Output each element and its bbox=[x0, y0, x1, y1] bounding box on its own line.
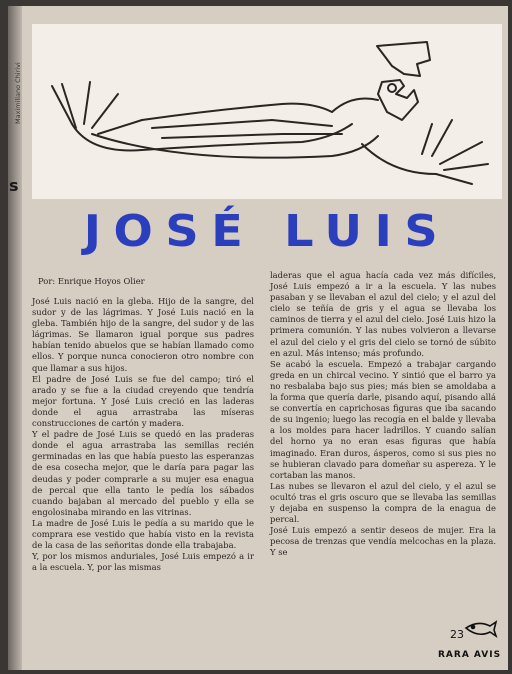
paragraph: El padre de José Luis se fue del campo; tiró el arado y se fue a la ciudad creyendo que tendría mejor fortuna. Y José Luis creció en las laderas donde el agua arrastraba las míseras construcciones de cartón y madera. bbox=[32, 373, 254, 429]
section-tab-mark: s bbox=[9, 176, 19, 195]
right-column bbox=[270, 270, 496, 558]
illustration-credit: Maximiliano Chirivi bbox=[14, 62, 22, 124]
paragraph: Y, por los mismos anduriales, José Luis empezó a ir a la escuela. Y, por las mismas bbox=[32, 551, 254, 573]
left-column bbox=[32, 296, 254, 573]
line-drawing-figure bbox=[32, 24, 502, 199]
illustration bbox=[14, 24, 502, 199]
paragraph: Las nubes se llevaron el azul del cielo, y el azul se ocultó tras el gris oscuro que se llevaba las semillas y dejaba en suspenso la compra de la enagua de percal. bbox=[270, 480, 496, 525]
page-number: 23 bbox=[450, 628, 464, 641]
paragraph: La madre de José Luis le pedía a su marido que le comprara ese vestido que había visto en la revista de la casa de las señoritas donde ella trabajaba. bbox=[32, 517, 254, 551]
paragraph: Se acabó la escuela. Empezó a trabajar cargando greda en un chircal vecino. Y sintió que el barro ya no resbalaba bajo sus pies; más bien se amoldaba a la forma que quería darle, pisando aquí, pisando allá se convertía en caprichosas figuras que iba sacando de su ingenio; luego las recogía en el balde y llevaba a los moldes para hacer ladrillos. Y cuando salían del horno ya no eran esas figuras que había imaginado. Eran duros, ásperos, como si sus pies no se hubieran clavado para domeñar su aspereza. Y le cortaban las manos. bbox=[270, 358, 496, 480]
magazine-name: RARA AVIS bbox=[438, 650, 502, 660]
byline: Por: Enrique Hoyos Olier bbox=[38, 276, 145, 286]
paragraph: José Luis nació en la gleba. Hijo de la sangre, del sudor y de las lágrimas. Y José Luis nació en la gleba. También hijo de la sangre, del sudor y de las lágrimas. Se llamaron igual porque sus padres habían tenido abuelos que se habían llamado como ellos. Y porque nunca conocieron otro nombre con que llamar a sus hijos. bbox=[32, 296, 254, 373]
paragraph: José Luis empezó a sentir deseos de mujer. Era la pecosa de trenzas que vendía melcochas en la plaza. Y se bbox=[270, 525, 496, 558]
paragraph: Y el padre de José Luis se quedó en las praderas donde el agua arrastraba las semillas recién germinadas en las que había puesto las esperanzas de esa cosecha mejor, que le daría para pagar las deudas y poder comprarle a su mujer esa enagua de percal que ella tanto le pedía los sábados cuando bajaban al mercado del pueblo y ella se engolosinaba mirando en las vitrinas. bbox=[32, 429, 254, 517]
fish-logo-icon bbox=[464, 618, 498, 640]
paragraph: laderas que el agua hacía cada vez más difíciles, José Luis empezó a ir a la escuela. Y las nubes pasaban y se llevaban el azul del cielo; y el azul del cielo se teñía de gris y el agua se llevaba los caminos de tierra y el azul del cielo. José Luis hizo la primera comunión. Y las nubes volvieron a llevarse el azul del cielo y el gris del cielo se tornó de súbito en azul. Más intenso; más profundo. bbox=[270, 270, 496, 358]
magazine-page bbox=[8, 6, 508, 670]
article-title: JOSÉ LUIS bbox=[83, 206, 451, 257]
